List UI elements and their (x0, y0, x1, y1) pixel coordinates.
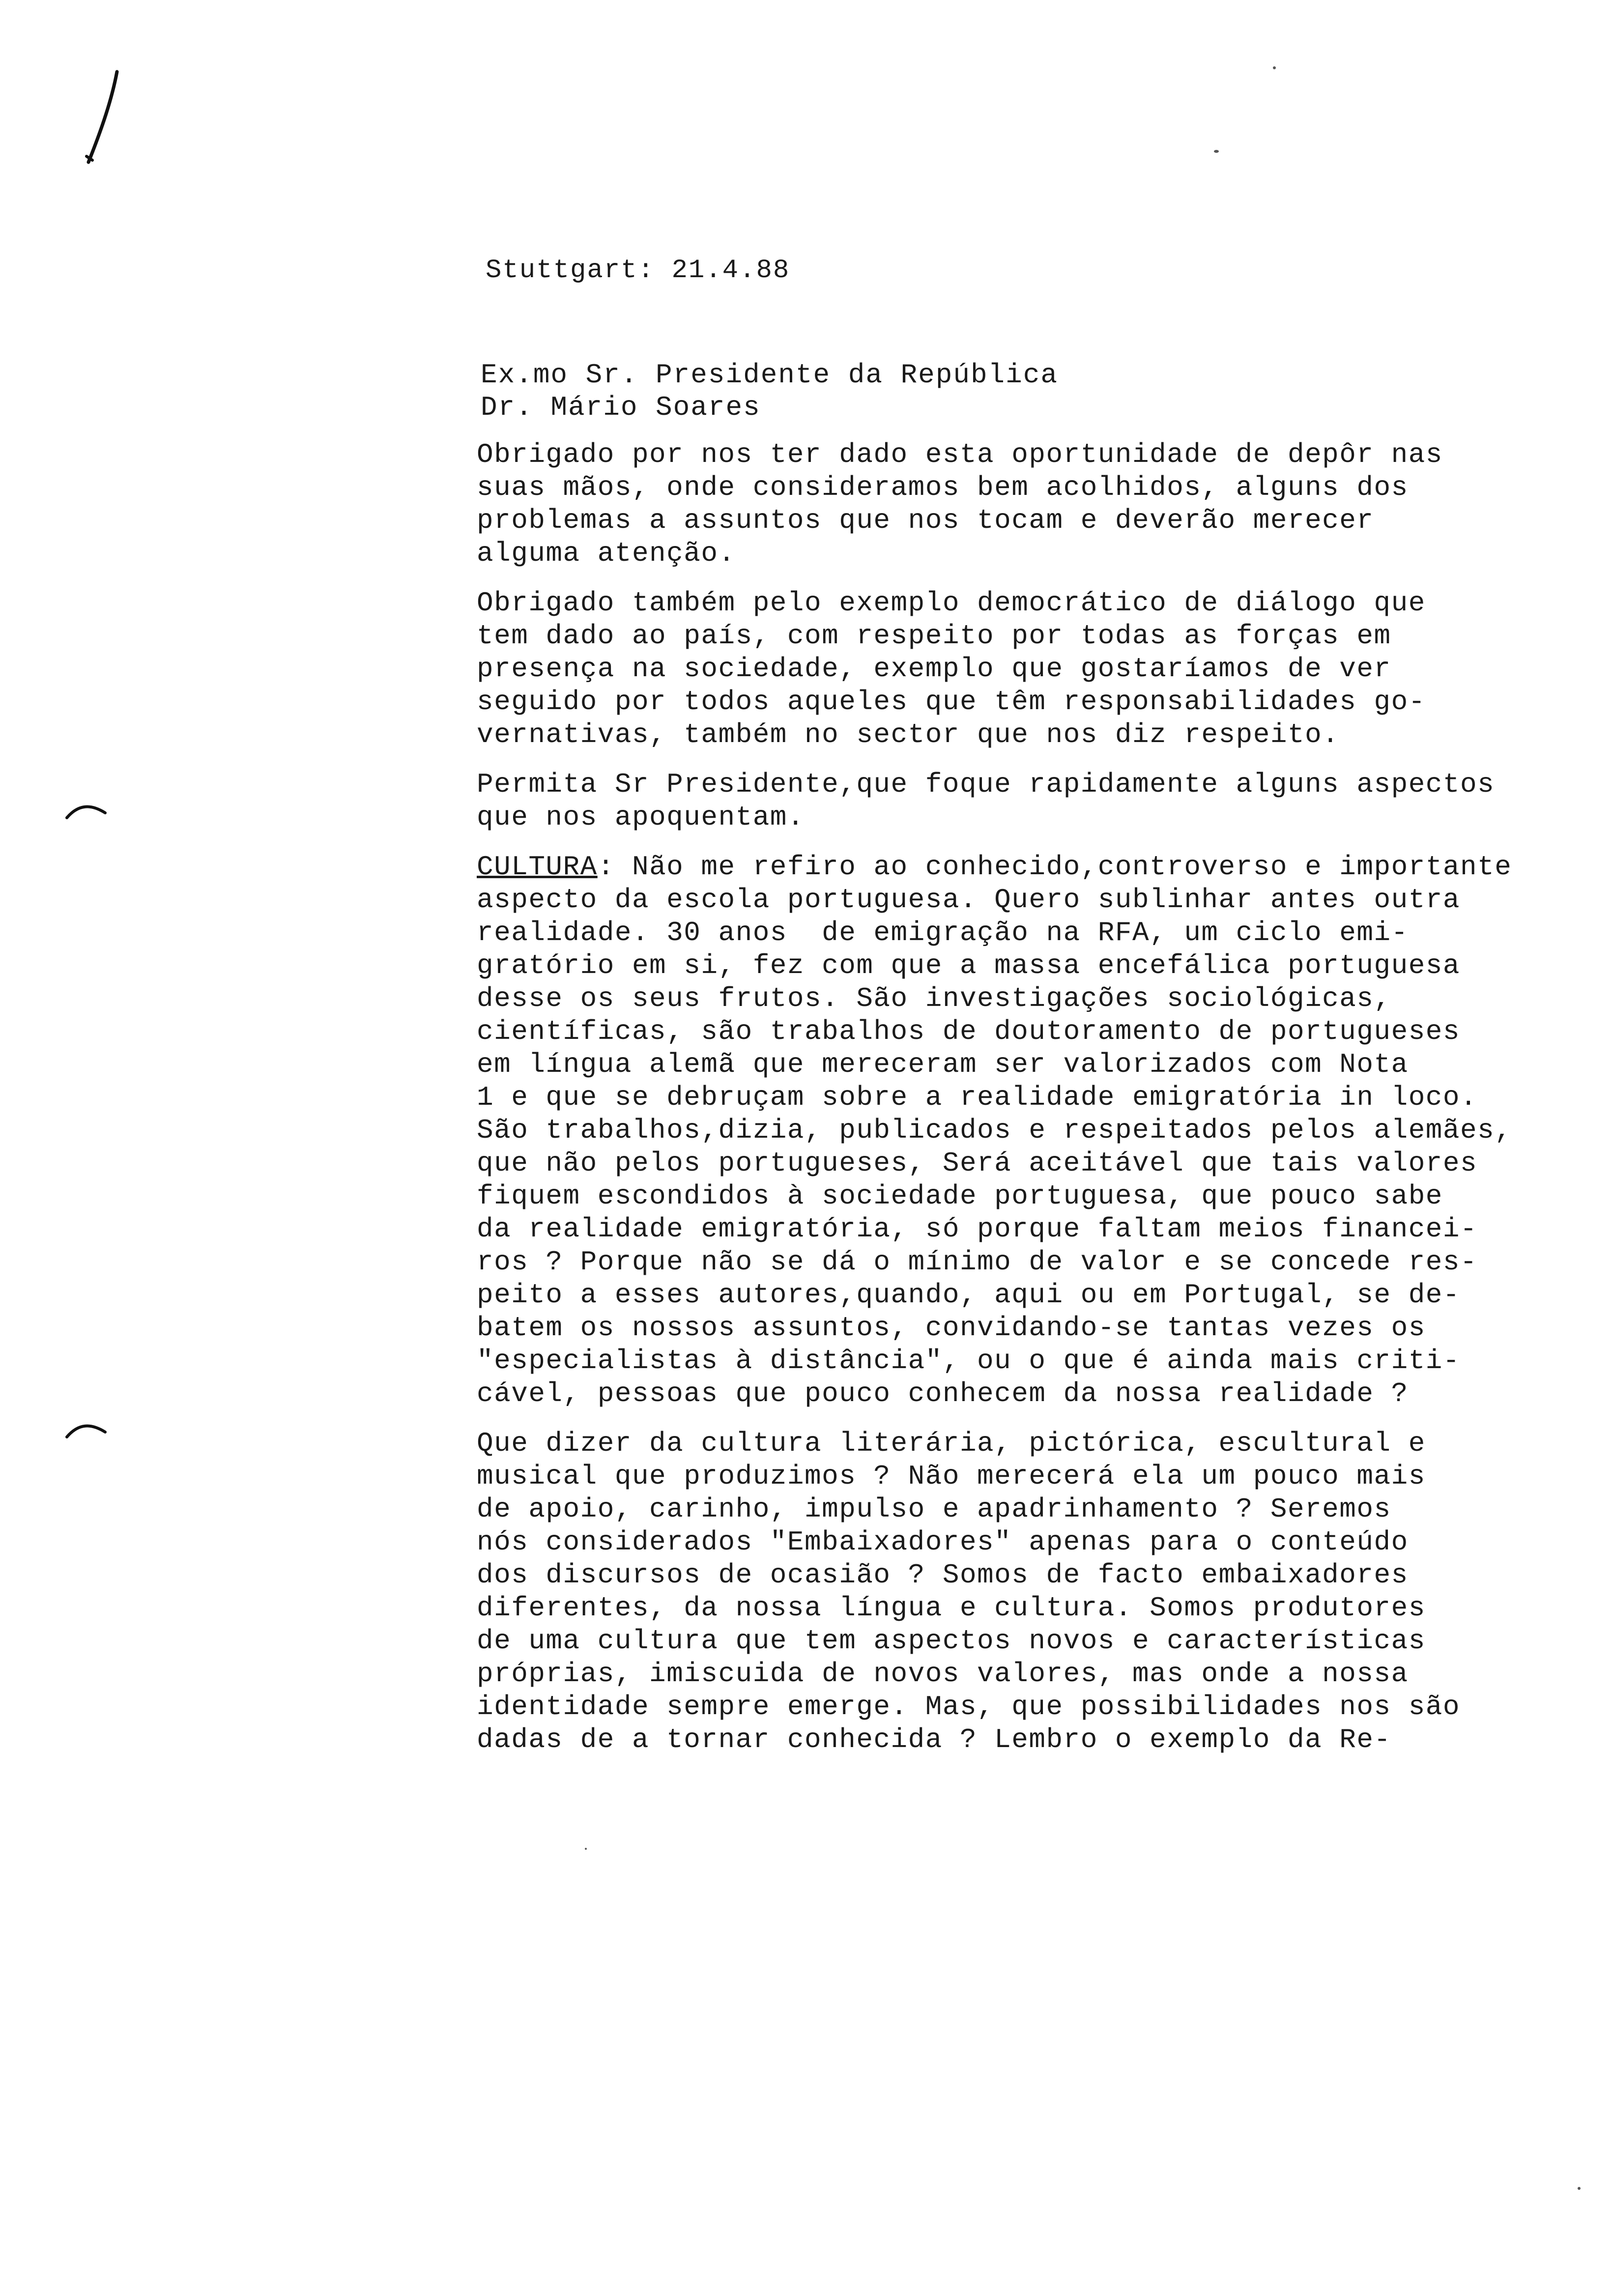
text-line: problemas a assuntos que nos tocam e deverão merecer (477, 505, 1374, 536)
text-line: cável, pessoas que pouco conhecem da nossa realidade ? (477, 1378, 1409, 1409)
text-line: dos discursos de ocasião ? Somos de facto embaixadores (477, 1559, 1409, 1591)
text-line: dadas de a tornar conhecida ? Lembro o exemplo da Re- (477, 1724, 1391, 1755)
text-line: seguido por todos aqueles que têm responsabilidades go- (477, 686, 1426, 718)
text-line: de uma cultura que tem aspectos novos e características (477, 1625, 1426, 1657)
margin-mark (64, 1420, 108, 1440)
text-line: Permita Sr Presidente,que foque rapidamente alguns aspectos (477, 769, 1495, 800)
letter-body (477, 438, 1512, 1773)
margin-mark (64, 801, 108, 821)
text-line (477, 851, 1512, 884)
text-line: nós considerados "Embaixadores" apenas para o conteúdo (477, 1526, 1409, 1558)
text-line: alguma atenção. (477, 538, 736, 569)
text-line: em língua alemã que mereceram ser valorizados com Nota (477, 1049, 1409, 1080)
section-heading: CULTURA (477, 851, 598, 883)
text-line: presença na sociedade, exemplo que gostaríamos de ver (477, 653, 1391, 685)
text-line: de apoio, carinho, impulso e apadrinhamento ? Seremos (477, 1493, 1391, 1525)
letter-date: Stuttgart: 21.4.88 (486, 256, 790, 286)
paragraph (477, 587, 1479, 751)
addressee-block (481, 359, 1058, 424)
speck (585, 1848, 587, 1850)
text-line: fiquem escondidos à sociedade portuguesa, que pouco sabe (477, 1180, 1443, 1212)
text-line: que nos apoquentam. (477, 802, 805, 833)
text-line: suas mãos, onde consideramos bem acolhidos, alguns dos (477, 472, 1409, 503)
text-line: próprias, imiscuida de novos valores, mas onde a nossa (477, 1658, 1409, 1690)
text-line: tem dado ao país, com respeito por todas as forças em (477, 620, 1391, 652)
text-line: batem os nossos assuntos, convidando-se tantas vezes os (477, 1312, 1426, 1344)
text-line: São trabalhos,dizia, publicados e respeitados pelos alemães, (477, 1115, 1512, 1146)
text-line: desse os seus frutos. São investigações sociológicas, (477, 983, 1391, 1014)
text-line: que não pelos portugueses, Será aceitável que tais valores (477, 1148, 1478, 1179)
text-line: Que dizer da cultura literária, pictórica, escultural e (477, 1428, 1426, 1459)
speck (1578, 2187, 1581, 2190)
text-line: peito a esses autores,quando, aqui ou em Portugal, se de- (477, 1279, 1461, 1311)
text-line: musical que produzimos ? Não merecerá ela um pouco mais (477, 1461, 1426, 1492)
text-line: ros ? Porque não se dá o mínimo de valor e se concede res- (477, 1246, 1478, 1278)
text-line: identidade sempre emerge. Mas, que possibilidades nos são (477, 1691, 1461, 1722)
text-line: Obrigado por nos ter dado esta oportunidade de depôr nas (477, 439, 1443, 470)
text-line: científicas, são trabalhos de doutoramento de portugueses (477, 1016, 1461, 1047)
text-line: realidade. 30 anos de emigração na RFA, um ciclo emi- (477, 917, 1409, 948)
text-line: da realidade emigratória, só porque faltam meios financei- (477, 1213, 1478, 1245)
speck (1273, 66, 1276, 69)
addressee-line: Ex.mo Sr. Presidente da República (481, 359, 1058, 391)
text-line: gratório em si, fez com que a massa encefálica portuguesa (477, 950, 1461, 981)
paragraph (477, 768, 1495, 834)
paragraph (477, 1427, 1479, 1756)
text-line: "especialistas à distância", ou o que é ainda mais criti- (477, 1345, 1461, 1377)
addressee-line: Dr. Mário Soares (481, 392, 761, 423)
speck (1214, 150, 1219, 153)
text-line: 1 e que se debruçam sobre a realidade emigratória in loco. (477, 1082, 1478, 1113)
handwritten-stroke (74, 69, 133, 167)
paragraph (477, 438, 1479, 570)
text-line: diferentes, da nossa língua e cultura. Somos produtores (477, 1592, 1426, 1624)
text-line: aspecto da escola portuguesa. Quero sublinhar antes outra (477, 884, 1461, 916)
text-line: Obrigado também pelo exemplo democrático de diálogo que (477, 587, 1426, 619)
text-line: vernativas, também no sector que nos diz respeito. (477, 719, 1340, 750)
text-run: : Não me refiro ao conhecido,controverso e importante (597, 851, 1512, 883)
paragraph-cultura (477, 851, 1512, 1410)
